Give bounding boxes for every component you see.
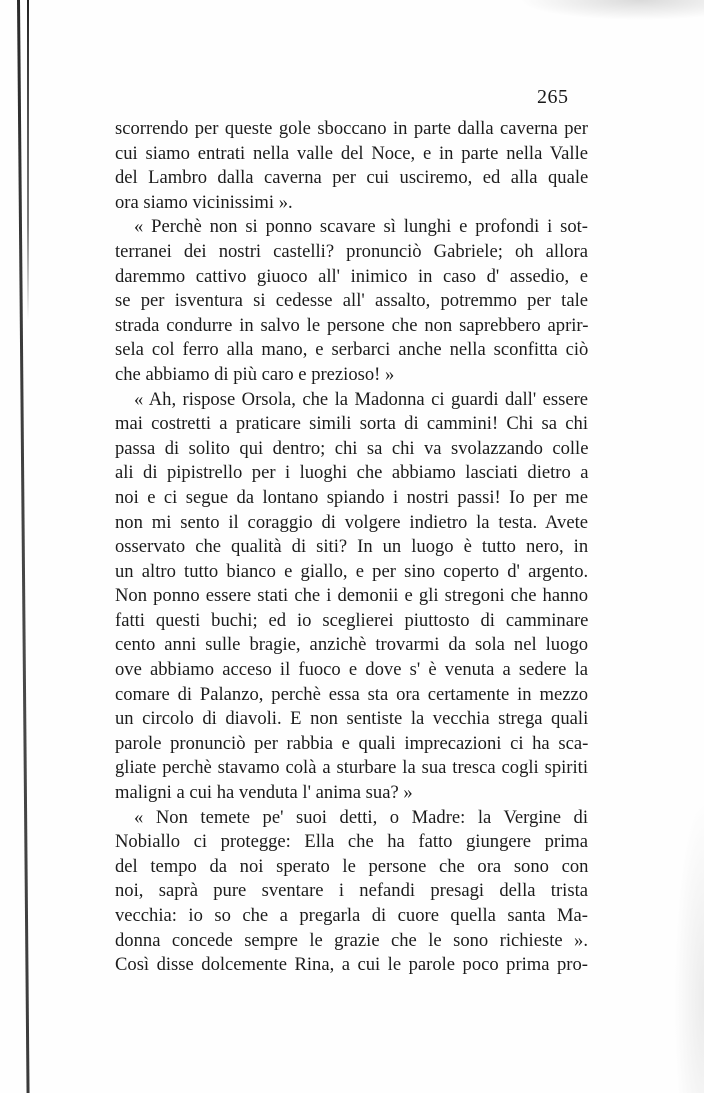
- text-line: passa di solito qui dentro; chi sa chi va svolazzando colle: [115, 437, 589, 459]
- binding-shadow-line: [27, 0, 29, 320]
- text-line: « Perchè non si ponno scavare sì lunghi e profondi i sot-: [134, 216, 588, 238]
- text-line: Nobiallo ci protegge: Ella che ha fatto giungere prima: [115, 831, 588, 853]
- text-line: scorrendo per queste gole sboccano in parte dalla caverna per: [115, 118, 588, 139]
- text-line: cui siamo entrati nella valle del Noce, e in parte nella Valle: [115, 142, 588, 164]
- text-line: parole pronunciò per rabbia e quali imprecazioni ci ha sca-: [115, 732, 589, 754]
- text-line: Non ponno essere stati che i demonii e gli stregoni che hanno: [115, 585, 588, 607]
- text-line: gliate perchè stavamo colà a sturbare la sua tresca cogli spiriti: [115, 757, 588, 779]
- text-line: cento anni sulle bragie, anzichè trovarmi da sola nel luogo: [115, 634, 588, 656]
- text-line: daremmo cattivo giuoco all' inimico in caso d' assedio, e: [115, 265, 588, 287]
- text-line: ora siamo vicinissimi ».: [115, 191, 293, 213]
- text-line: mai costretti a praticare simili sorta di cammini! Chi sa chi: [115, 413, 588, 435]
- text-line: ove abbiamo acceso il fuoco e dove s' è venuta a sedere la: [115, 659, 588, 681]
- text-line: fatti questi buchi; ed io sceglierei piuttosto di camminare: [115, 609, 589, 631]
- text-line: vecchia: io so che a pregarla di cuore quella santa Ma-: [115, 905, 588, 926]
- text-line: un altro tutto bianco e giallo, e per sino coperto d' argento.: [115, 560, 589, 582]
- text-line: ali di pipistrello per i luoghi che abbiamo lasciati dietro a: [115, 462, 589, 484]
- text-line: sela col ferro alla mano, e serbarci anche nella sconfitta ciò: [115, 339, 589, 361]
- text-line: un circolo di diavoli. E non sentiste la vecchia strega quali: [115, 708, 589, 730]
- text-line: maligni a cui ha venduta l' anima sua? »: [115, 782, 413, 804]
- text-line: strada condurre in salvo le persone che non saprebbero aprir-: [115, 314, 589, 336]
- text-line: donna concede sempre le grazie che le sono richieste ».: [115, 929, 588, 951]
- text-line: « Non temete pe' suoi detti, o Madre: la Vergine di: [134, 806, 588, 828]
- text-line: del tempo da noi sperato le persone che ora sono con: [115, 855, 589, 877]
- text-line: che abbiamo di più caro e prezioso! »: [115, 363, 395, 385]
- text-line: osservato che qualità di siti? In un luogo è tutto nero, in: [115, 536, 589, 558]
- text-line: comare di Palanzo, perchè essa sta ora certamente in mezzo: [115, 683, 588, 705]
- text-line: terranei dei nostri castelli? pronunciò Gabriele; oh allora: [115, 240, 588, 262]
- page-number: 265: [537, 86, 569, 108]
- text-line: Così disse dolcemente Rina, a cui le parole poco prima pro-: [115, 954, 588, 976]
- text-line: « Ah, rispose Orsola, che la Madonna ci guardi dall' essere: [134, 388, 589, 410]
- text-line: del Lambro dalla caverna per cui usciremo, ed alla quale: [115, 167, 589, 189]
- body-text: [115, 117, 588, 978]
- text-line: non mi sento il coraggio di volgere indietro la testa. Avete: [115, 511, 588, 533]
- text-line: noi, saprà pure sventare i nefandi presagi della trista: [115, 880, 588, 902]
- text-line: se per isventura si cedesse all' assalto, potremmo per tale: [115, 290, 588, 312]
- text-line: noi e ci segue da lontano spiando i nostri passi! Io per me: [115, 486, 588, 508]
